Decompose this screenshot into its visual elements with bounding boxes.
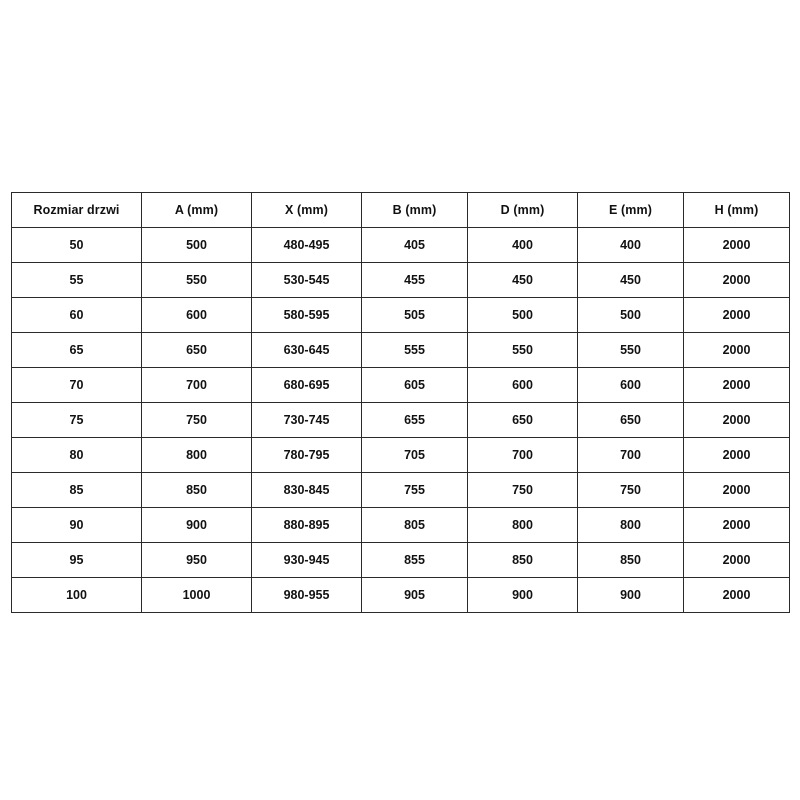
table-cell: 580-595 — [252, 298, 362, 333]
table-cell: 90 — [12, 508, 142, 543]
table-cell: 2000 — [684, 368, 790, 403]
table-cell: 505 — [362, 298, 468, 333]
table-cell: 950 — [142, 543, 252, 578]
size-table-container — [11, 192, 789, 613]
table-row — [12, 438, 790, 473]
table-row — [12, 578, 790, 613]
table-cell: 650 — [578, 403, 684, 438]
table-cell: 850 — [578, 543, 684, 578]
table-cell: 700 — [578, 438, 684, 473]
table-cell: 750 — [142, 403, 252, 438]
table-header-row — [12, 193, 790, 228]
table-cell: 65 — [12, 333, 142, 368]
table-cell: 400 — [468, 228, 578, 263]
door-size-table — [11, 192, 790, 613]
table-row — [12, 263, 790, 298]
table-cell: 2000 — [684, 403, 790, 438]
table-cell: 550 — [468, 333, 578, 368]
table-cell: 480-495 — [252, 228, 362, 263]
table-cell: 905 — [362, 578, 468, 613]
table-cell: 2000 — [684, 543, 790, 578]
table-header-cell: X (mm) — [252, 193, 362, 228]
table-cell: 100 — [12, 578, 142, 613]
table-cell: 650 — [468, 403, 578, 438]
table-cell: 800 — [578, 508, 684, 543]
table-header-cell: H (mm) — [684, 193, 790, 228]
table-cell: 880-895 — [252, 508, 362, 543]
table-cell: 680-695 — [252, 368, 362, 403]
table-cell: 80 — [12, 438, 142, 473]
table-cell: 500 — [578, 298, 684, 333]
table-row — [12, 508, 790, 543]
table-cell: 850 — [468, 543, 578, 578]
table-cell: 1000 — [142, 578, 252, 613]
table-cell: 600 — [142, 298, 252, 333]
table-cell: 850 — [142, 473, 252, 508]
table-cell: 980-955 — [252, 578, 362, 613]
table-cell: 930-945 — [252, 543, 362, 578]
table-cell: 95 — [12, 543, 142, 578]
table-cell: 700 — [468, 438, 578, 473]
table-cell: 605 — [362, 368, 468, 403]
table-cell: 500 — [468, 298, 578, 333]
table-cell: 800 — [142, 438, 252, 473]
table-cell: 780-795 — [252, 438, 362, 473]
table-cell: 655 — [362, 403, 468, 438]
table-cell: 555 — [362, 333, 468, 368]
table-cell: 2000 — [684, 508, 790, 543]
table-row — [12, 473, 790, 508]
table-header-cell: B (mm) — [362, 193, 468, 228]
table-cell: 55 — [12, 263, 142, 298]
table-cell: 755 — [362, 473, 468, 508]
table-cell: 2000 — [684, 228, 790, 263]
table-header-cell: Rozmiar drzwi — [12, 193, 142, 228]
table-cell: 730-745 — [252, 403, 362, 438]
table-cell: 750 — [578, 473, 684, 508]
table-row — [12, 543, 790, 578]
table-header-cell: A (mm) — [142, 193, 252, 228]
table-cell: 600 — [578, 368, 684, 403]
table-cell: 750 — [468, 473, 578, 508]
table-cell: 450 — [468, 263, 578, 298]
table-row — [12, 368, 790, 403]
table-cell: 650 — [142, 333, 252, 368]
table-cell: 550 — [142, 263, 252, 298]
table-cell: 85 — [12, 473, 142, 508]
table-cell: 2000 — [684, 263, 790, 298]
table-cell: 900 — [468, 578, 578, 613]
table-row — [12, 298, 790, 333]
table-cell: 50 — [12, 228, 142, 263]
table-header-cell: D (mm) — [468, 193, 578, 228]
table-cell: 2000 — [684, 578, 790, 613]
table-row — [12, 228, 790, 263]
table-cell: 60 — [12, 298, 142, 333]
table-row — [12, 403, 790, 438]
table-header-cell: E (mm) — [578, 193, 684, 228]
table-cell: 700 — [142, 368, 252, 403]
table-cell: 2000 — [684, 298, 790, 333]
table-cell: 2000 — [684, 333, 790, 368]
table-cell: 805 — [362, 508, 468, 543]
table-cell: 405 — [362, 228, 468, 263]
table-cell: 455 — [362, 263, 468, 298]
table-cell: 830-845 — [252, 473, 362, 508]
table-cell: 400 — [578, 228, 684, 263]
table-cell: 70 — [12, 368, 142, 403]
table-cell: 75 — [12, 403, 142, 438]
table-cell: 530-545 — [252, 263, 362, 298]
table-cell: 450 — [578, 263, 684, 298]
table-cell: 630-645 — [252, 333, 362, 368]
table-cell: 900 — [142, 508, 252, 543]
table-row — [12, 333, 790, 368]
table-cell: 500 — [142, 228, 252, 263]
table-cell: 550 — [578, 333, 684, 368]
table-cell: 2000 — [684, 438, 790, 473]
table-cell: 800 — [468, 508, 578, 543]
table-cell: 600 — [468, 368, 578, 403]
table-cell: 900 — [578, 578, 684, 613]
table-cell: 705 — [362, 438, 468, 473]
table-cell: 2000 — [684, 473, 790, 508]
table-cell: 855 — [362, 543, 468, 578]
